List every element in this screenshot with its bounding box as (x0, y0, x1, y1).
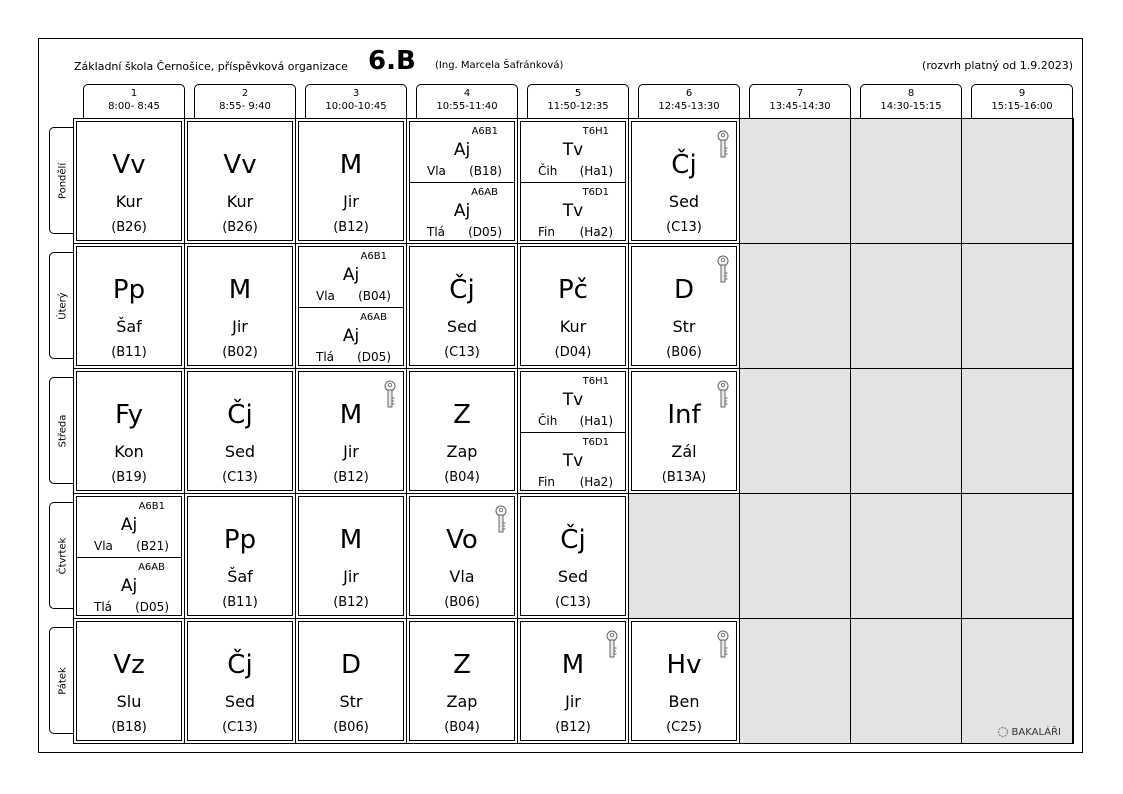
lesson-room: (B21) (136, 539, 169, 553)
period-header (305, 84, 407, 120)
day-name: Úterý (57, 291, 68, 320)
period-header (527, 84, 629, 120)
group-code: A6B1 (471, 126, 498, 137)
lesson-teacher: Jir (343, 192, 359, 211)
timetable-grid (73, 118, 1074, 744)
period-time: 12:45-13:30 (658, 101, 720, 112)
split-lesson[interactable] (298, 246, 404, 366)
timetable-cell (296, 119, 407, 244)
lesson-subject: Čj (671, 150, 697, 180)
group-code: A6AB (360, 312, 387, 323)
timetable-cell (74, 369, 185, 494)
lesson-teacher: Ben (668, 692, 700, 711)
lesson-subject: Čj (560, 525, 586, 555)
timetable-cell (296, 619, 407, 744)
key-icon (605, 630, 619, 660)
lesson-teacher: Sed (224, 692, 256, 711)
group-code: T6H1 (582, 126, 609, 137)
lesson-subject: Tv (562, 140, 584, 160)
period-time: 13:45-14:30 (769, 101, 831, 112)
lesson-subject: Vv (223, 150, 257, 180)
lesson-room: (C25) (666, 720, 702, 735)
period-time: 8:55- 9:40 (219, 101, 271, 112)
timetable-cell (296, 369, 407, 494)
period-header (416, 84, 518, 120)
empty-cell (851, 369, 962, 494)
period-header (194, 84, 296, 120)
lesson-subject: D (340, 650, 362, 680)
period-time: 15:15-16:00 (991, 101, 1053, 112)
group-lesson[interactable] (410, 122, 514, 183)
timetable-cell (74, 619, 185, 744)
lesson-teacher: Kur (559, 317, 587, 336)
timetable-cell (518, 494, 629, 619)
lesson-room: (B12) (333, 220, 369, 235)
lesson-room: (D04) (554, 345, 592, 360)
empty-cell (851, 494, 962, 619)
period-time: 10:00-10:45 (325, 101, 387, 112)
timetable-cell (518, 119, 629, 244)
key-icon (494, 505, 508, 535)
timetable-cell (296, 494, 407, 619)
lesson-room: (D05) (135, 600, 169, 614)
group-code: A6AB (471, 187, 498, 198)
lesson-teacher: Kur (115, 192, 143, 211)
group-lesson[interactable] (77, 497, 181, 558)
period-header (971, 84, 1073, 120)
class-name: 6.B (368, 46, 416, 76)
group-lesson[interactable] (521, 122, 625, 183)
key-icon (716, 130, 730, 160)
group-lesson[interactable] (521, 183, 625, 243)
timetable-cell (185, 619, 296, 744)
lesson[interactable] (76, 121, 182, 241)
lesson-teacher: Sed (557, 567, 589, 586)
timetable-cell (407, 494, 518, 619)
lesson-teacher: Šaf (227, 567, 253, 586)
period-number: 3 (352, 88, 360, 99)
group-lesson[interactable] (299, 247, 403, 308)
lesson-subject: Aj (120, 576, 138, 596)
lesson-teacher: Tlá (427, 225, 446, 239)
group-lesson[interactable] (299, 308, 403, 368)
lesson-room: (B06) (444, 595, 480, 610)
lesson-subject: Aj (453, 140, 471, 160)
lesson-room: (B04) (444, 720, 480, 735)
lesson-teacher: Kon (114, 442, 144, 461)
lesson-teacher: Str (672, 317, 696, 336)
lesson-room: (B04) (358, 289, 391, 303)
lesson-room: (B26) (222, 220, 258, 235)
empty-cell (740, 119, 851, 244)
day-name: Pondělí (57, 162, 68, 199)
lesson-teacher: Sed (668, 192, 700, 211)
empty-cell (851, 119, 962, 244)
empty-cell (962, 369, 1073, 494)
lesson-subject: M (561, 650, 585, 680)
lesson[interactable] (409, 496, 515, 616)
lesson-teacher: Str (339, 692, 363, 711)
school-name: Základní škola Černošice, příspěvková organizace (74, 60, 348, 73)
lesson[interactable] (298, 621, 404, 741)
timetable-cell (74, 119, 185, 244)
key-icon (716, 255, 730, 285)
timetable-cell (296, 244, 407, 369)
lesson-room: (B06) (333, 720, 369, 735)
lesson-teacher: Zál (671, 442, 697, 461)
lesson-room: (B04) (444, 470, 480, 485)
lesson[interactable] (76, 621, 182, 741)
lesson-room: (C13) (444, 345, 480, 360)
timetable-cell (518, 244, 629, 369)
split-lesson[interactable] (520, 371, 626, 491)
lesson-room: (B12) (333, 595, 369, 610)
lesson[interactable] (520, 246, 626, 366)
lesson[interactable] (631, 371, 737, 491)
period-number: 7 (796, 88, 804, 99)
period-time: 8:00- 8:45 (108, 101, 160, 112)
lesson-teacher: Šaf (116, 317, 142, 336)
lesson[interactable] (298, 371, 404, 491)
group-code: A6B1 (138, 501, 165, 512)
lesson-subject: Aj (342, 326, 360, 346)
lesson-teacher: Jir (343, 567, 359, 586)
lesson-room: (B18) (469, 164, 502, 178)
timetable-cell (407, 369, 518, 494)
key-icon (716, 630, 730, 660)
split-lesson[interactable] (520, 121, 626, 241)
lesson[interactable] (298, 496, 404, 616)
lesson[interactable] (631, 246, 737, 366)
empty-cell (851, 244, 962, 369)
day-name: Čtvrtek (57, 537, 68, 574)
timetable-cell (518, 369, 629, 494)
timetable-cell (407, 119, 518, 244)
lesson[interactable] (187, 246, 293, 366)
split-lesson[interactable] (409, 121, 515, 241)
lesson-room: (C13) (666, 220, 702, 235)
timetable-cell (185, 369, 296, 494)
lesson-teacher: Fin (538, 475, 555, 489)
empty-cell (740, 244, 851, 369)
timetable-cell (629, 119, 740, 244)
timetable-cell (407, 619, 518, 744)
bakalari-logo-icon (997, 726, 1009, 738)
timetable-cell (74, 494, 185, 619)
day-name: Pátek (57, 666, 68, 695)
lesson-room: (B11) (111, 345, 147, 360)
day-label (49, 252, 75, 359)
class-teacher: (Ing. Marcela Šafránková) (435, 60, 564, 71)
valid-from: (rozvrh platný od 1.9.2023) (922, 59, 1073, 72)
lesson[interactable] (187, 621, 293, 741)
lesson-subject: Pč (558, 275, 588, 305)
lesson-room: (B13A) (661, 470, 707, 485)
lesson-room: (C13) (555, 595, 591, 610)
day-name: Středa (57, 414, 68, 447)
lesson[interactable] (409, 246, 515, 366)
timetable-cell (407, 244, 518, 369)
lesson-subject: Vz (113, 650, 145, 680)
lesson[interactable] (631, 121, 737, 241)
group-code: T6D1 (582, 437, 609, 448)
day-label (49, 502, 75, 609)
timetable-cell (629, 619, 740, 744)
lesson-teacher: Sed (446, 317, 478, 336)
lesson-subject: Z (453, 400, 471, 430)
group-lesson[interactable] (521, 433, 625, 493)
lesson[interactable] (631, 621, 737, 741)
group-lesson[interactable] (410, 183, 514, 243)
lesson[interactable] (409, 371, 515, 491)
lesson-teacher: Jir (565, 692, 581, 711)
period-time: 14:30-15:15 (880, 101, 942, 112)
lesson-room: (Ha2) (579, 475, 613, 489)
period-header (638, 84, 740, 120)
key-icon (716, 380, 730, 410)
lesson[interactable] (520, 621, 626, 741)
lesson-room: (Ha1) (579, 164, 613, 178)
lesson-room: (B11) (222, 595, 258, 610)
empty-cell (740, 369, 851, 494)
lesson-room: (D05) (357, 350, 391, 364)
lesson-subject: D (673, 275, 695, 305)
timetable-cell (74, 244, 185, 369)
group-code: A6B1 (360, 251, 387, 262)
bakalari-logo (997, 726, 1061, 738)
timetable-cell (518, 619, 629, 744)
lesson-room: (B12) (555, 720, 591, 735)
lesson-teacher: Vla (427, 164, 446, 178)
lesson[interactable] (298, 121, 404, 241)
lesson-subject: Z (453, 650, 471, 680)
lesson-subject: M (339, 400, 363, 430)
period-header (83, 84, 185, 120)
lesson-subject: Fy (115, 400, 143, 430)
period-time: 10:55-11:40 (436, 101, 498, 112)
empty-cell (962, 244, 1073, 369)
lesson-teacher: Zap (446, 692, 478, 711)
lesson-room: (Ha2) (579, 225, 613, 239)
lesson-teacher: Sed (224, 442, 256, 461)
period-number: 8 (907, 88, 915, 99)
lesson-teacher: Vla (94, 539, 113, 553)
lesson-subject: Čj (227, 400, 253, 430)
lesson[interactable] (187, 371, 293, 491)
lesson-room: (B19) (111, 470, 147, 485)
lesson-teacher: Tlá (94, 600, 113, 614)
period-time: 11:50-12:35 (547, 101, 609, 112)
lesson[interactable] (409, 621, 515, 741)
lesson-teacher: Jir (232, 317, 248, 336)
lesson-room: (B02) (222, 345, 258, 360)
lesson[interactable] (76, 371, 182, 491)
lesson-room: (B12) (333, 470, 369, 485)
empty-cell (851, 619, 962, 744)
period-number: 9 (1018, 88, 1026, 99)
lesson-subject: M (228, 275, 252, 305)
timetable-cell (629, 369, 740, 494)
lesson-subject: Vo (446, 525, 478, 555)
timetable-cell (629, 244, 740, 369)
empty-cell (740, 494, 851, 619)
key-icon (383, 380, 397, 410)
period-header (860, 84, 962, 120)
empty-cell (962, 119, 1073, 244)
lesson-subject: Pp (112, 275, 146, 305)
lesson-subject: Tv (562, 390, 584, 410)
period-number: 4 (463, 88, 471, 99)
group-code: T6H1 (582, 376, 609, 387)
lesson[interactable] (187, 496, 293, 616)
lesson-teacher: Tlá (316, 350, 335, 364)
lesson-subject: Aj (120, 515, 138, 535)
group-code: T6D1 (582, 187, 609, 198)
period-number: 5 (574, 88, 582, 99)
lesson-teacher: Jir (343, 442, 359, 461)
day-label (49, 377, 75, 484)
period-number: 6 (685, 88, 693, 99)
lesson-subject: Hv (666, 650, 702, 680)
empty-cell (740, 619, 851, 744)
period-number: 2 (241, 88, 249, 99)
lesson-subject: Pp (223, 525, 257, 555)
lesson-teacher: Kur (226, 192, 254, 211)
day-label (49, 627, 75, 734)
timetable-cell (185, 494, 296, 619)
lesson-room: (B06) (666, 345, 702, 360)
lesson-room: (C13) (222, 720, 258, 735)
empty-cell (962, 494, 1073, 619)
day-label (49, 127, 75, 234)
lesson-teacher: Vla (449, 567, 475, 586)
lesson-subject: M (339, 525, 363, 555)
logo-text: BAKALÁŘI (1011, 727, 1061, 738)
lesson[interactable] (76, 246, 182, 366)
lesson-subject: Aj (342, 265, 360, 285)
lesson-subject: Aj (453, 201, 471, 221)
lesson-subject: M (339, 150, 363, 180)
timetable-cell (185, 244, 296, 369)
split-lesson[interactable] (76, 496, 182, 616)
empty-cell (629, 494, 740, 619)
lesson-room: (D05) (468, 225, 502, 239)
lesson-subject: Tv (562, 451, 584, 471)
lesson-subject: Vv (112, 150, 146, 180)
lesson-subject: Tv (562, 201, 584, 221)
group-lesson[interactable] (77, 558, 181, 618)
lesson-subject: Čj (449, 275, 475, 305)
period-number: 1 (130, 88, 138, 99)
lesson[interactable] (520, 496, 626, 616)
lesson-room: (B18) (111, 720, 147, 735)
timetable-cell (185, 119, 296, 244)
lesson-teacher: Čih (538, 414, 558, 428)
lesson-room: (B26) (111, 220, 147, 235)
lesson-teacher: Vla (316, 289, 335, 303)
lesson-teacher: Čih (538, 164, 558, 178)
lesson-teacher: Zap (446, 442, 478, 461)
lesson-teacher: Fin (538, 225, 555, 239)
period-header (749, 84, 851, 120)
lesson-teacher: Slu (116, 692, 142, 711)
lesson-subject: Inf (667, 400, 701, 430)
lesson[interactable] (187, 121, 293, 241)
lesson-subject: Čj (227, 650, 253, 680)
lesson-room: (Ha1) (579, 414, 613, 428)
group-lesson[interactable] (521, 372, 625, 433)
group-code: A6AB (138, 562, 165, 573)
lesson-room: (C13) (222, 470, 258, 485)
